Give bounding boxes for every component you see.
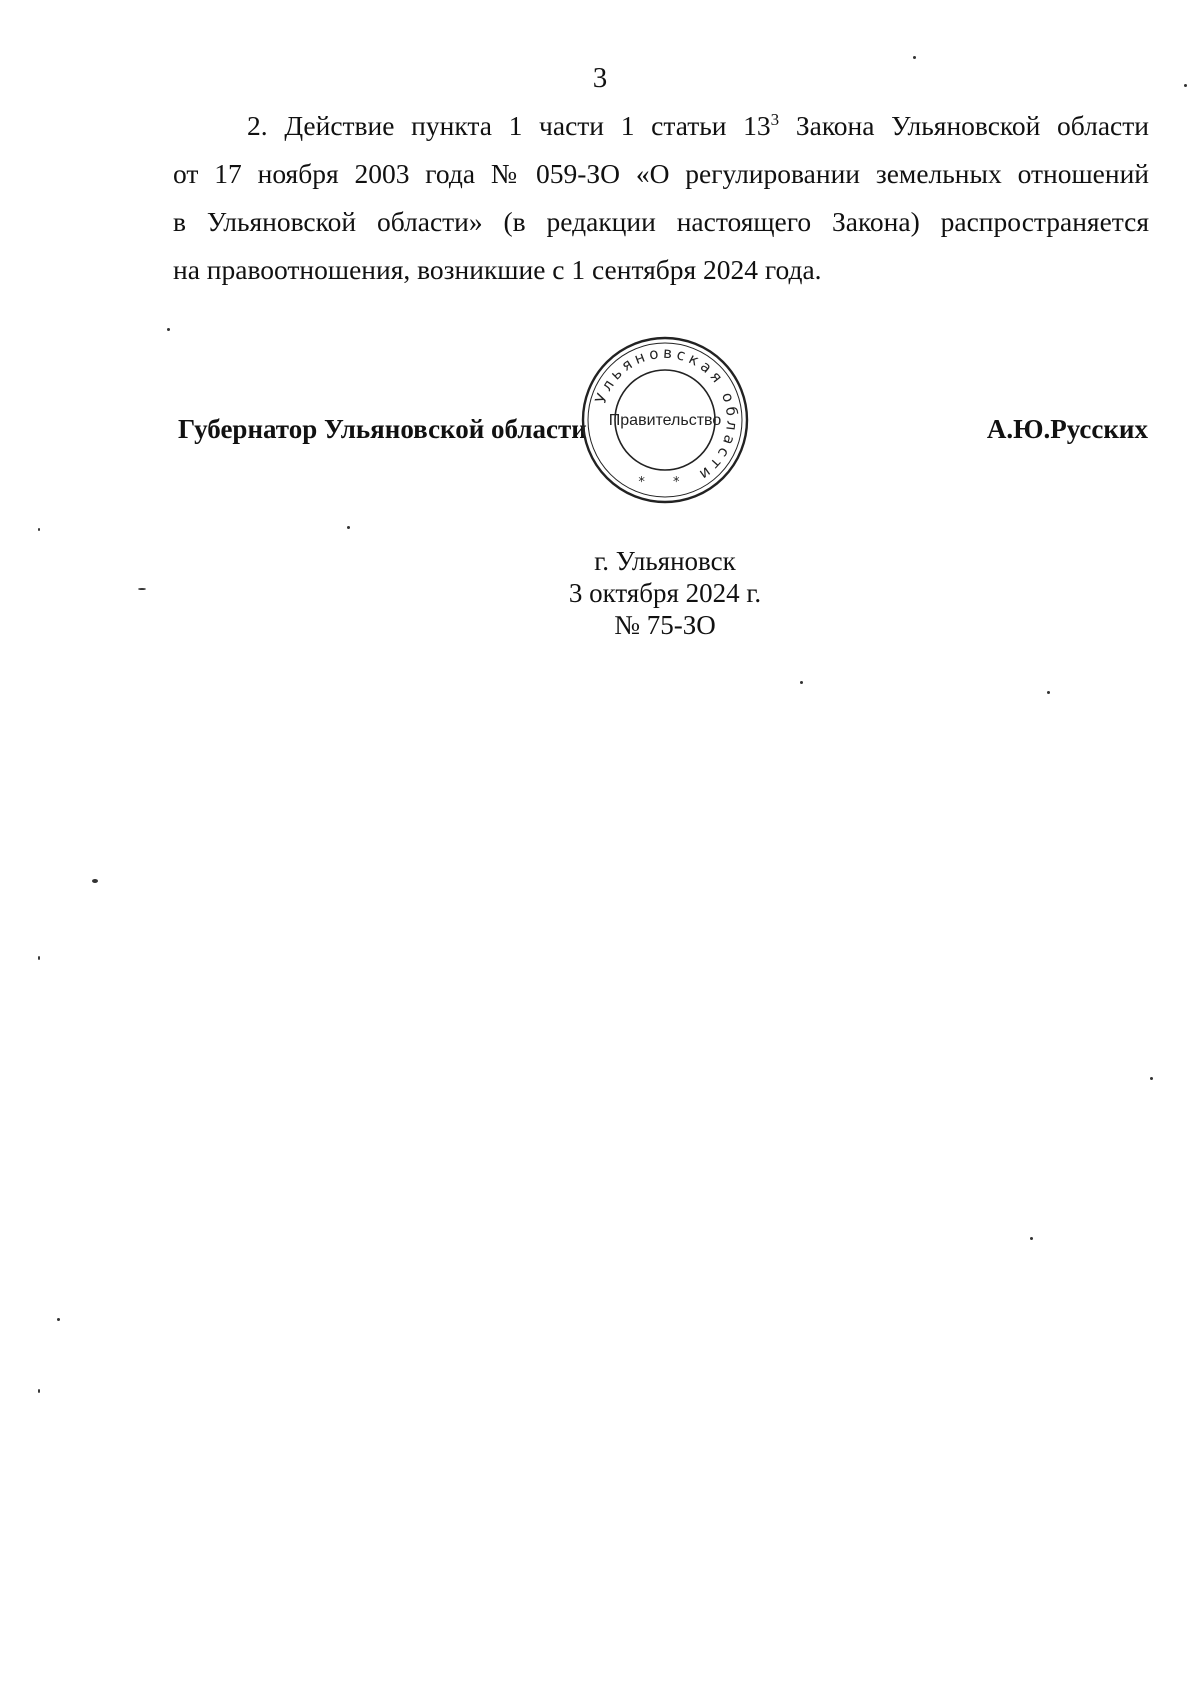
body-paragraph <box>173 102 1149 294</box>
footer-date: 3 октября 2024 г. <box>568 578 762 608</box>
paragraph-line-4: на правоотношения, возникшие с 1 сентября 2024 года. <box>173 254 822 285</box>
seal-ring-text: Ульяновская области <box>591 343 742 486</box>
paragraph-line-2: от 17 ноября 2003 года № 059-ЗО «О регулировании земельных отношений <box>173 158 1149 189</box>
seal-stars: * * <box>638 475 692 490</box>
scan-speck <box>1030 1237 1033 1240</box>
scan-speck <box>38 528 40 531</box>
scan-speck <box>38 1389 40 1393</box>
footer-block <box>470 545 860 641</box>
seal-center-text: Правительство <box>608 412 722 429</box>
scan-speck <box>167 328 170 331</box>
seal-graphic <box>580 335 750 505</box>
scan-speck <box>1184 84 1187 87</box>
scan-speck <box>1047 691 1050 694</box>
page-number: 3 <box>592 62 608 94</box>
scan-speck <box>347 526 350 529</box>
official-seal <box>580 335 750 505</box>
scan-speck <box>92 879 98 883</box>
footer-city: г. Ульяновск <box>594 546 736 576</box>
paragraph-line-3: в Ульяновской области» (в редакции настоящего Закона) распространяется <box>173 206 1149 237</box>
signature-name: А.Ю.Русских <box>986 414 1148 444</box>
scan-speck <box>1150 1077 1153 1080</box>
paragraph-line-1: 2. Действие пункта 1 части 1 статьи $13^3$ Закона Ульяновской области <box>247 109 1149 141</box>
scan-speck <box>800 681 803 684</box>
scan-speck <box>57 1318 60 1321</box>
scan-speck <box>138 588 146 590</box>
article-superscript: 3 <box>770 109 780 129</box>
scan-speck <box>38 956 40 960</box>
scan-speck <box>913 56 916 59</box>
footer-law-number: № 75-ЗО <box>614 610 716 640</box>
signature-title: Губернатор Ульяновской области <box>178 414 587 444</box>
